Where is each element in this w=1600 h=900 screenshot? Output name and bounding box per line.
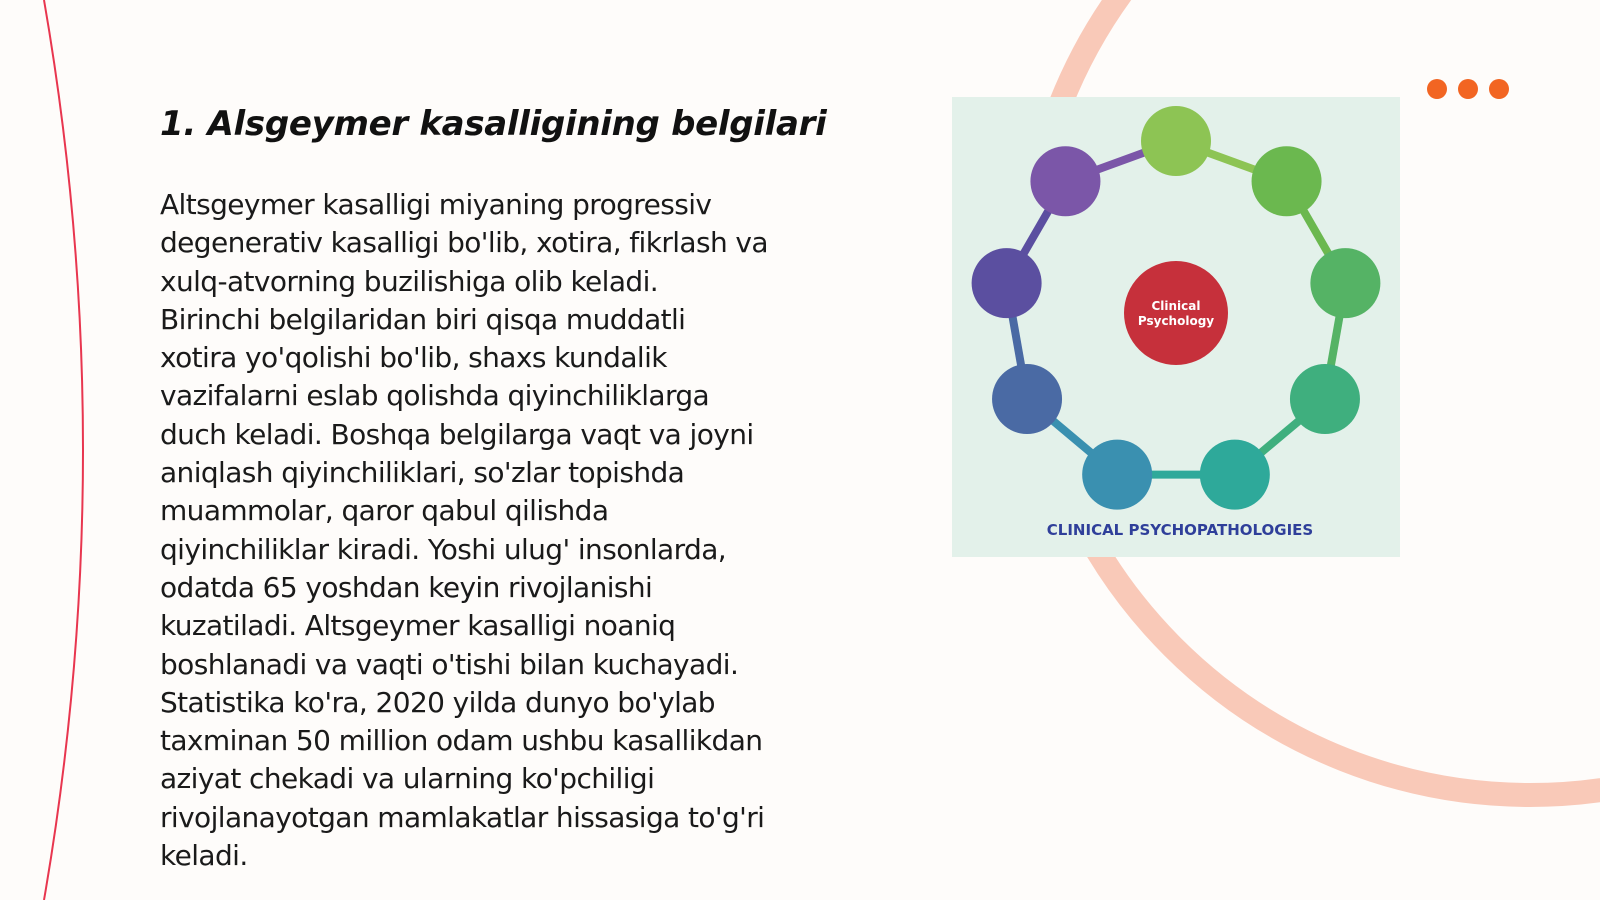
figure-caption: CLINICAL PSYCHOPATHOLOGIES <box>1046 521 1314 539</box>
slide-title: 1. Alsgeymer kasalligining belgilari <box>160 104 827 144</box>
wheel-node <box>1082 440 1152 510</box>
slide-body-text: Altsgeymer kasalligi miyaning progressiv degenerativ kasalligi bo'lib, xotira, fikrlash va xulq-atvorning buzilishiga olib keladi. Birinchi belgilaridan biri qisqa muddatli xotira yo'qolishi bo'lib, shaxs kundalik vazifalarni eslab qolishda qiyinchiliklarga duch keladi. Boshqa belgilarga vaqt va joyni aniqlash qiyinchiliklari, so'zlar topishda muammolar, qaror qabul qilishda qiyinchiliklar kiradi. Yoshi ulug' insonlarda, odatda 65 yoshdan keyin rivojlanishi kuzatiladi. Altsgeymer kasalligi noaniq boshlanadi va vaqti o'tishi bilan kuchayadi. Statistika ko'ra, 2020 yilda dunyo bo'ylab taxminan 50 million odam ushbu kasallikdan aziyat chekadi va ularning ko'pchiligi rivojlanayotgan mamlakatlar hissasiga to'g'ri keladi. <box>160 188 768 873</box>
clinical-psychopathologies-image <box>952 97 1400 557</box>
dot-icon <box>1458 79 1478 99</box>
wheel-node <box>1310 248 1380 318</box>
wheel-node <box>1200 440 1270 510</box>
wheel-node <box>1030 146 1100 216</box>
wheel-node <box>1290 364 1360 434</box>
psychology-wheel-diagram <box>952 97 1400 557</box>
center-node <box>1124 261 1228 365</box>
left-arc-line <box>44 0 83 900</box>
center-label-line2: Psychology <box>1137 314 1215 328</box>
wheel-node <box>1141 106 1211 176</box>
wheel-node <box>1252 146 1322 216</box>
dot-icon <box>1427 79 1447 99</box>
center-label-line1: Clinical <box>1151 299 1201 313</box>
wheel-node <box>972 248 1042 318</box>
wheel-node <box>992 364 1062 434</box>
dot-icon <box>1489 79 1509 99</box>
decorative-dots <box>1427 79 1509 99</box>
